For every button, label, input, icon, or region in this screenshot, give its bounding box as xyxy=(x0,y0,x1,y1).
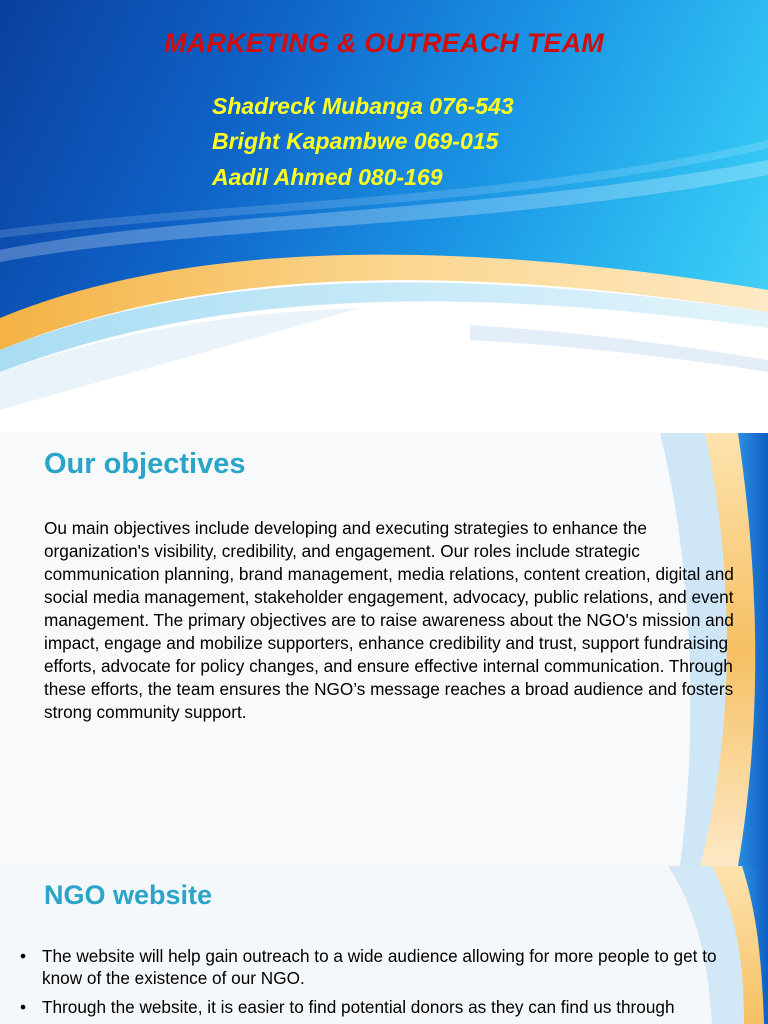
team-member: Bright Kapambwe 069-015 xyxy=(212,128,499,154)
objectives-slide xyxy=(0,433,768,866)
bullet-list xyxy=(20,945,760,1024)
bullet-text: The website will help gain outreach to a wide audience allowing for more people to get to know of the existence of our NGO. xyxy=(42,946,717,988)
website-slide xyxy=(0,866,768,1024)
list-item xyxy=(20,996,760,1018)
team-title: MARKETING & OUTREACH TEAM xyxy=(164,28,604,58)
slide-heading: NGO website xyxy=(44,880,213,910)
team-member: Shadreck Mubanga 076-543 xyxy=(212,93,514,119)
wave-background xyxy=(0,0,768,410)
title-slide xyxy=(0,0,768,410)
bullet-icon: • xyxy=(20,946,27,966)
team-member: Aadil Ahmed 080-169 xyxy=(212,164,443,190)
objectives-paragraph: Ou main objectives include developing and executing strategies to enhance the organization's visibility, credibility, and engagement. Our roles include strategic communication planning, brand management, media relations, content creation, digital and social media management, stakeholder engagement, advocacy, public relations, and event management. The primary objectives are to raise awareness about the NGO's mission and impact, engage and mobilize supporters, enhance credibility and trust, support fundraising efforts, advocate for policy changes, and ensure effective internal communication. Through these efforts, the team ensures the NGO’s message reaches a broad audience and fosters strong community support. xyxy=(44,518,734,722)
slide-heading: Our objectives xyxy=(44,448,246,480)
bullet-text: Through the website, it is easier to find potential donors as they can find us through xyxy=(42,997,675,1017)
bullet-icon: • xyxy=(20,997,27,1017)
list-item xyxy=(20,945,760,989)
